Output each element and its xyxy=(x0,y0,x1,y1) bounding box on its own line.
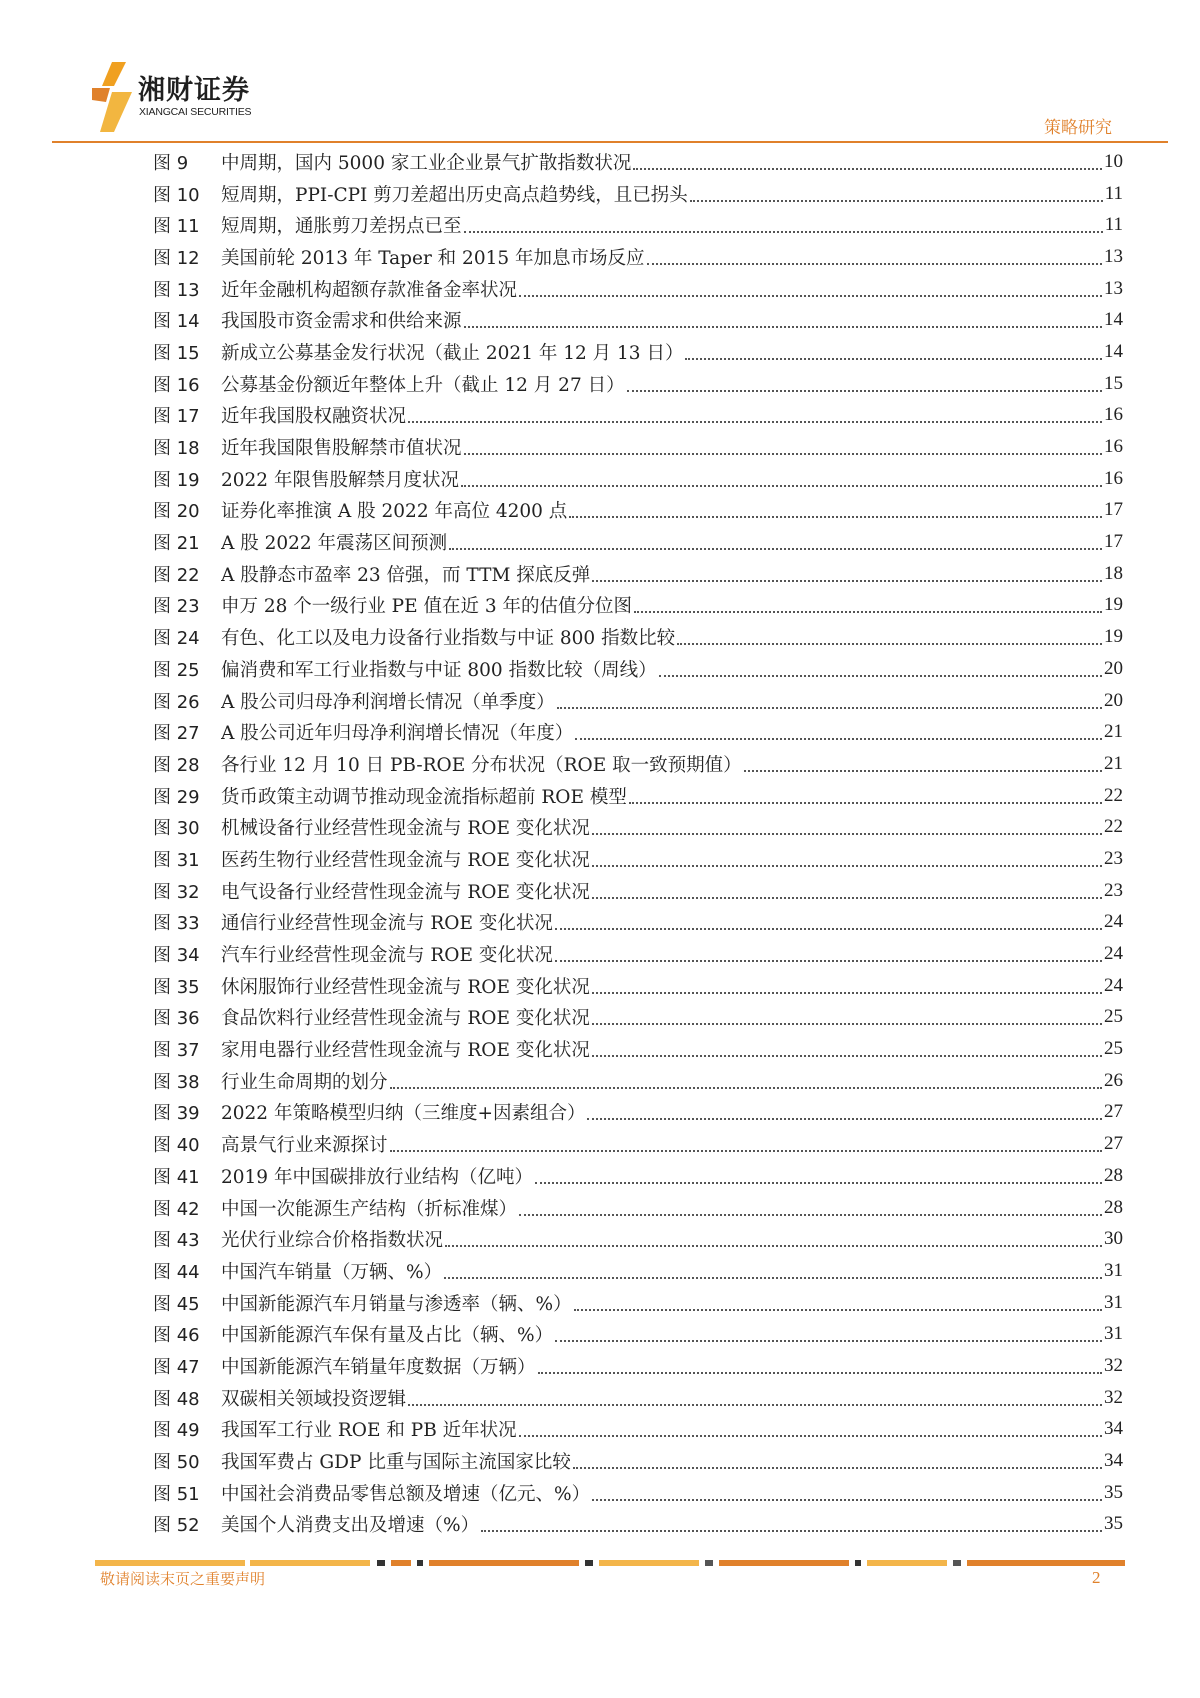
toc-figure-title: 近年我国股权融资状况 xyxy=(221,406,407,428)
toc-figure-number: 图 14 xyxy=(153,311,200,333)
toc-figure-title: 有色、化工以及电力设备行业指数与中证 800 指数比较 xyxy=(221,628,676,650)
toc-figure-title: 美国个人消费支出及增速（%） xyxy=(221,1515,480,1537)
toc-dot-leader xyxy=(659,675,1102,677)
toc-dot-leader xyxy=(634,611,1102,613)
toc-dot-leader xyxy=(390,1150,1102,1152)
toc-dot-leader xyxy=(592,833,1102,835)
toc-dot-leader xyxy=(445,1245,1102,1247)
toc-figure-title: 光伏行业综合价格指数状况 xyxy=(221,1230,444,1252)
toc-figure-title: 中周期，国内 5000 家工业企业景气扩散指数状况 xyxy=(221,152,632,174)
toc-figure-number: 图 23 xyxy=(153,596,200,618)
page-number: 2 xyxy=(1092,1568,1101,1587)
footer-disclaimer: 敬请阅读末页之重要声明 xyxy=(100,1570,266,1588)
toc-figure-title: 近年我国限售股解禁市值状况 xyxy=(221,438,462,460)
toc-figure-number: 图 35 xyxy=(153,976,200,998)
toc-entry[interactable] xyxy=(153,811,1123,843)
toc-page-number: 16 xyxy=(1104,404,1123,426)
toc-figure-number: 图 50 xyxy=(153,1452,200,1474)
toc-entry[interactable] xyxy=(153,1477,1123,1509)
toc-figure-title: 偏消费和军工行业指数与中证 800 指数比较（周线） xyxy=(221,659,657,681)
toc-dot-leader xyxy=(573,1467,1102,1469)
figure-table-of-contents xyxy=(153,146,1123,1540)
toc-figure-title: 我国股市资金需求和供给来源 xyxy=(221,311,462,333)
toc-entry[interactable] xyxy=(153,241,1123,273)
toc-page-number: 24 xyxy=(1104,911,1123,933)
toc-dot-leader xyxy=(557,707,1102,709)
toc-page-number: 31 xyxy=(1104,1259,1123,1281)
toc-figure-number: 图 29 xyxy=(153,786,200,808)
toc-entry[interactable] xyxy=(153,938,1123,970)
toc-page-number: 16 xyxy=(1104,467,1123,489)
toc-figure-number: 图 27 xyxy=(153,723,200,745)
toc-entry[interactable] xyxy=(153,495,1123,527)
toc-figure-title: A 股 2022 年震荡区间预测 xyxy=(221,533,448,555)
toc-figure-number: 图 13 xyxy=(153,279,200,301)
toc-page-number: 32 xyxy=(1104,1386,1123,1408)
toc-entry[interactable] xyxy=(153,336,1123,368)
toc-dot-leader xyxy=(627,390,1102,392)
toc-entry[interactable] xyxy=(153,716,1123,748)
toc-figure-number: 图 26 xyxy=(153,691,200,713)
toc-entry[interactable] xyxy=(153,1192,1123,1224)
toc-figure-number: 图 11 xyxy=(153,216,200,238)
toc-dot-leader xyxy=(555,928,1102,930)
toc-dot-leader xyxy=(633,168,1102,170)
toc-dot-leader xyxy=(629,802,1102,804)
toc-entry[interactable] xyxy=(153,1445,1123,1477)
toc-figure-title: 证券化率推演 A 股 2022 年高位 4200 点 xyxy=(221,501,568,523)
toc-entry[interactable] xyxy=(153,1509,1123,1541)
toc-page-number: 14 xyxy=(1104,340,1123,362)
toc-figure-number: 图 51 xyxy=(153,1483,200,1505)
toc-figure-title: 家用电器行业经营性现金流与 ROE 变化状况 xyxy=(221,1040,590,1062)
toc-entry[interactable] xyxy=(153,1065,1123,1097)
header-divider xyxy=(52,141,1168,143)
toc-entry[interactable] xyxy=(153,368,1123,400)
toc-entry[interactable] xyxy=(153,875,1123,907)
toc-dot-leader xyxy=(744,770,1102,772)
toc-figure-title: 行业生命周期的划分 xyxy=(221,1071,388,1093)
toc-entry[interactable] xyxy=(153,400,1123,432)
toc-figure-number: 图 17 xyxy=(153,406,200,428)
toc-dot-leader xyxy=(519,295,1102,297)
toc-page-number: 14 xyxy=(1104,309,1123,331)
toc-entry[interactable] xyxy=(153,590,1123,622)
toc-entry[interactable] xyxy=(153,1097,1123,1129)
toc-entry[interactable] xyxy=(153,1255,1123,1287)
toc-figure-title: 短周期，通胀剪刀差拐点已至 xyxy=(221,216,462,238)
toc-page-number: 24 xyxy=(1104,943,1123,965)
toc-page-number: 30 xyxy=(1104,1228,1123,1250)
toc-page-number: 15 xyxy=(1104,372,1123,394)
toc-entry[interactable] xyxy=(153,685,1123,717)
footer-stripe xyxy=(95,1560,1125,1566)
toc-dot-leader xyxy=(592,1499,1102,1501)
toc-figure-number: 图 30 xyxy=(153,818,200,840)
toc-figure-number: 图 24 xyxy=(153,628,200,650)
toc-figure-number: 图 47 xyxy=(153,1356,200,1378)
toc-page-number: 11 xyxy=(1104,182,1123,204)
toc-entry[interactable] xyxy=(153,970,1123,1002)
toc-figure-number: 图 12 xyxy=(153,247,200,269)
toc-page-number: 24 xyxy=(1104,974,1123,996)
toc-page-number: 27 xyxy=(1104,1101,1123,1123)
toc-page-number: 25 xyxy=(1104,1038,1123,1060)
toc-dot-leader xyxy=(390,1087,1102,1089)
toc-entry[interactable] xyxy=(153,1318,1123,1350)
toc-figure-title: 短周期，PPI-CPI 剪刀差超出历史高点趋势线，且已拐头 xyxy=(221,184,688,206)
toc-figure-title: 双碳相关领域投资逻辑 xyxy=(221,1388,407,1410)
toc-entry[interactable] xyxy=(153,843,1123,875)
section-label: 策略研究 xyxy=(1044,118,1112,138)
toc-figure-title: 电气设备行业经营性现金流与 ROE 变化状况 xyxy=(221,881,590,903)
toc-dot-leader xyxy=(592,865,1102,867)
toc-figure-number: 图 40 xyxy=(153,1135,200,1157)
toc-entry[interactable] xyxy=(153,653,1123,685)
toc-entry[interactable] xyxy=(153,780,1123,812)
company-logo xyxy=(92,62,252,132)
toc-entry[interactable] xyxy=(153,273,1123,305)
toc-figure-number: 图 48 xyxy=(153,1388,200,1410)
toc-figure-title: 中国新能源汽车保有量及占比（辆、%） xyxy=(221,1325,554,1347)
toc-page-number: 18 xyxy=(1104,562,1123,584)
toc-page-number: 35 xyxy=(1104,1513,1123,1535)
toc-page-number: 31 xyxy=(1104,1291,1123,1313)
toc-figure-title: 2022 年策略模型归纳（三维度+因素组合） xyxy=(221,1103,586,1125)
toc-page-number: 28 xyxy=(1104,1196,1123,1218)
toc-figure-title: 近年金融机构超额存款准备金率状况 xyxy=(221,279,518,301)
toc-figure-number: 图 37 xyxy=(153,1040,200,1062)
toc-figure-title: 中国新能源汽车月销量与渗透率（辆、%） xyxy=(221,1293,572,1315)
toc-entry[interactable] xyxy=(153,1414,1123,1446)
toc-figure-number: 图 16 xyxy=(153,374,200,396)
toc-figure-number: 图 33 xyxy=(153,913,200,935)
toc-page-number: 11 xyxy=(1104,214,1123,236)
toc-dot-leader xyxy=(592,1023,1102,1025)
toc-entry[interactable] xyxy=(153,1350,1123,1382)
toc-entry[interactable] xyxy=(153,621,1123,653)
toc-figure-title: 休闲服饰行业经营性现金流与 ROE 变化状况 xyxy=(221,976,590,998)
toc-page-number: 35 xyxy=(1104,1481,1123,1503)
toc-page-number: 23 xyxy=(1104,879,1123,901)
toc-page-number: 20 xyxy=(1104,657,1123,679)
toc-dot-leader xyxy=(449,548,1102,550)
toc-page-number: 22 xyxy=(1104,784,1123,806)
toc-page-number: 19 xyxy=(1104,594,1123,616)
toc-entry[interactable] xyxy=(153,526,1123,558)
toc-entry[interactable] xyxy=(153,463,1123,495)
toc-figure-number: 图 32 xyxy=(153,881,200,903)
toc-dot-leader xyxy=(569,516,1102,518)
toc-figure-number: 图 46 xyxy=(153,1325,200,1347)
page-header xyxy=(0,0,1200,150)
toc-figure-title: 中国汽车销量（万辆、%） xyxy=(221,1261,443,1283)
toc-dot-leader xyxy=(592,1055,1102,1057)
toc-page-number: 10 xyxy=(1104,150,1123,172)
toc-figure-number: 图 15 xyxy=(153,342,200,364)
toc-page-number: 34 xyxy=(1104,1450,1123,1472)
toc-figure-title: 食品饮料行业经营性现金流与 ROE 变化状况 xyxy=(221,1008,590,1030)
toc-figure-title: A 股公司归母净利润增长情况（单季度） xyxy=(221,691,555,713)
toc-page-number: 16 xyxy=(1104,436,1123,458)
toc-figure-number: 图 22 xyxy=(153,564,200,586)
toc-entry[interactable] xyxy=(153,1033,1123,1065)
toc-dot-leader xyxy=(481,1530,1102,1532)
toc-dot-leader xyxy=(555,960,1102,962)
toc-figure-number: 图 52 xyxy=(153,1515,200,1537)
toc-page-number: 17 xyxy=(1104,531,1123,553)
toc-dot-leader xyxy=(575,738,1102,740)
logo-english-name: XIANGCAI SECURITIES xyxy=(139,106,252,118)
toc-figure-title: 2019 年中国碳排放行业结构（亿吨） xyxy=(221,1166,533,1188)
toc-page-number: 28 xyxy=(1104,1164,1123,1186)
toc-figure-number: 图 21 xyxy=(153,533,200,555)
toc-page-number: 19 xyxy=(1104,626,1123,648)
toc-figure-title: 医药生物行业经营性现金流与 ROE 变化状况 xyxy=(221,849,590,871)
toc-figure-number: 图 28 xyxy=(153,754,200,776)
toc-entry[interactable] xyxy=(153,209,1123,241)
toc-entry[interactable] xyxy=(153,146,1123,178)
toc-figure-number: 图 44 xyxy=(153,1261,200,1283)
toc-dot-leader xyxy=(690,200,1103,202)
toc-figure-title: 各行业 12 月 10 日 PB-ROE 分布状况（ROE 取一致预期值） xyxy=(221,754,742,776)
toc-figure-title: 中国新能源汽车销量年度数据（万辆） xyxy=(221,1356,536,1378)
toc-figure-number: 图 49 xyxy=(153,1420,200,1442)
toc-figure-title: 新成立公募基金发行状况（截止 2021 年 12 月 13 日） xyxy=(221,342,684,364)
toc-page-number: 31 xyxy=(1104,1323,1123,1345)
toc-dot-leader xyxy=(647,263,1102,265)
toc-figure-number: 图 41 xyxy=(153,1166,200,1188)
toc-entry[interactable] xyxy=(153,907,1123,939)
toc-dot-leader xyxy=(444,1277,1102,1279)
toc-entry[interactable] xyxy=(153,1382,1123,1414)
logo-chinese-name: 湘财证券 xyxy=(138,75,250,106)
toc-page-number: 26 xyxy=(1104,1069,1123,1091)
toc-figure-number: 图 36 xyxy=(153,1008,200,1030)
toc-entry[interactable] xyxy=(153,1223,1123,1255)
toc-figure-number: 图 38 xyxy=(153,1071,200,1093)
toc-figure-title: 我国军费占 GDP 比重与国际主流国家比较 xyxy=(221,1452,571,1474)
toc-entry[interactable] xyxy=(153,178,1123,210)
toc-page-number: 17 xyxy=(1104,499,1123,521)
toc-figure-number: 图 18 xyxy=(153,438,200,460)
toc-figure-number: 图 10 xyxy=(153,184,200,206)
toc-page-number: 32 xyxy=(1104,1354,1123,1376)
toc-entry[interactable] xyxy=(153,1160,1123,1192)
toc-figure-number: 图 45 xyxy=(153,1293,200,1315)
toc-figure-title: 公募基金份额近年整体上升（截止 12 月 27 日） xyxy=(221,374,625,396)
toc-figure-title: A 股公司近年归母净利润增长情况（年度） xyxy=(221,723,574,745)
toc-dot-leader xyxy=(574,1309,1102,1311)
toc-page-number: 25 xyxy=(1104,1006,1123,1028)
toc-dot-leader xyxy=(408,421,1102,423)
toc-figure-title: 申万 28 个一级行业 PE 值在近 3 年的估值分位图 xyxy=(221,596,633,618)
toc-page-number: 13 xyxy=(1104,277,1123,299)
toc-figure-number: 图 39 xyxy=(153,1103,200,1125)
toc-figure-title: 机械设备行业经营性现金流与 ROE 变化状况 xyxy=(221,818,590,840)
toc-figure-title: 中国一次能源生产结构（折标准煤） xyxy=(221,1198,518,1220)
toc-figure-title: 我国军工行业 ROE 和 PB 近年状况 xyxy=(221,1420,517,1442)
toc-figure-title: 通信行业经营性现金流与 ROE 变化状况 xyxy=(221,913,553,935)
toc-entry[interactable] xyxy=(153,431,1123,463)
toc-figure-number: 图 34 xyxy=(153,945,200,967)
toc-entry[interactable] xyxy=(153,1002,1123,1034)
toc-page-number: 22 xyxy=(1104,816,1123,838)
toc-entry[interactable] xyxy=(153,1128,1123,1160)
toc-figure-title: 美国前轮 2013 年 Taper 和 2015 年加息市场反应 xyxy=(221,247,645,269)
toc-page-number: 23 xyxy=(1104,847,1123,869)
toc-dot-leader xyxy=(555,1340,1102,1342)
toc-dot-leader xyxy=(587,1118,1102,1120)
toc-figure-title: 中国社会消费品零售总额及增速（亿元、%） xyxy=(221,1483,591,1505)
toc-figure-number: 图 43 xyxy=(153,1230,200,1252)
toc-page-number: 34 xyxy=(1104,1418,1123,1440)
toc-dot-leader xyxy=(592,992,1102,994)
toc-dot-leader xyxy=(535,1182,1102,1184)
toc-figure-number: 图 19 xyxy=(153,469,200,491)
toc-page-number: 21 xyxy=(1104,752,1123,774)
toc-figure-number: 图 25 xyxy=(153,659,200,681)
toc-page-number: 27 xyxy=(1104,1133,1123,1155)
toc-entry[interactable] xyxy=(153,558,1123,590)
toc-entry[interactable] xyxy=(153,304,1123,336)
toc-page-number: 13 xyxy=(1104,245,1123,267)
toc-page-number: 21 xyxy=(1104,721,1123,743)
toc-dot-leader xyxy=(538,1372,1102,1374)
toc-dot-leader xyxy=(461,485,1102,487)
toc-entry[interactable] xyxy=(153,748,1123,780)
toc-dot-leader xyxy=(464,326,1102,328)
toc-dot-leader xyxy=(685,358,1102,360)
toc-figure-number: 图 31 xyxy=(153,849,200,871)
toc-dot-leader xyxy=(408,1404,1102,1406)
toc-figure-title: A 股静态市盈率 23 倍强，而 TTM 探底反弹 xyxy=(221,564,591,586)
toc-figure-number: 图 9 xyxy=(153,152,189,174)
toc-entry[interactable] xyxy=(153,1287,1123,1319)
toc-dot-leader xyxy=(592,897,1102,899)
toc-dot-leader xyxy=(519,1214,1102,1216)
toc-figure-title: 货币政策主动调节推动现金流指标超前 ROE 模型 xyxy=(221,786,627,808)
toc-figure-number: 图 42 xyxy=(153,1198,200,1220)
toc-page-number: 20 xyxy=(1104,689,1123,711)
toc-figure-title: 高景气行业来源探讨 xyxy=(221,1135,388,1157)
toc-dot-leader xyxy=(677,643,1102,645)
logo-mark-icon xyxy=(92,62,136,132)
toc-figure-number: 图 20 xyxy=(153,501,200,523)
toc-dot-leader xyxy=(519,1435,1102,1437)
toc-figure-title: 2022 年限售股解禁月度状况 xyxy=(221,469,459,491)
toc-dot-leader xyxy=(464,453,1102,455)
toc-dot-leader xyxy=(592,580,1102,582)
toc-dot-leader xyxy=(464,231,1103,233)
toc-figure-title: 汽车行业经营性现金流与 ROE 变化状况 xyxy=(221,945,553,967)
